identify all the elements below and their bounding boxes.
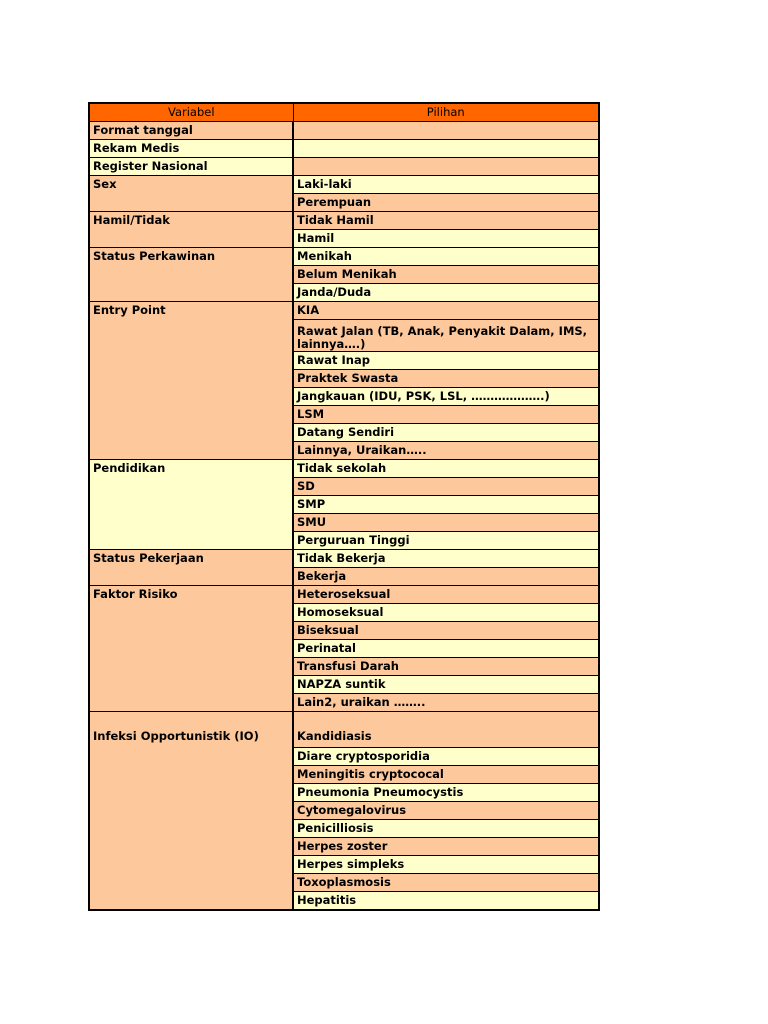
header-variabel: Variabel: [89, 103, 293, 122]
variable-cell: Entry Point: [89, 302, 293, 460]
option-cell: Perempuan: [293, 194, 599, 212]
variable-cell: Hamil/Tidak: [89, 212, 293, 248]
option-cell: KIA: [293, 302, 599, 320]
option-cell: SMU: [293, 514, 599, 532]
variable-cell: Register Nasional: [89, 158, 293, 176]
option-cell: Bekerja: [293, 568, 599, 586]
option-cell: Hepatitis: [293, 892, 599, 910]
option-cell: Biseksual: [293, 622, 599, 640]
option-cell: Laki-laki: [293, 176, 599, 194]
table-row: [89, 212, 599, 230]
table-row: [89, 176, 599, 194]
table-row: [89, 586, 599, 604]
option-cell: Datang Sendiri: [293, 424, 599, 442]
option-cell: Homoseksual: [293, 604, 599, 622]
table-row: [89, 158, 599, 176]
option-cell: Perguruan Tinggi: [293, 532, 599, 550]
variable-cell: Status Pekerjaan: [89, 550, 293, 586]
option-cell: Belum Menikah: [293, 266, 599, 284]
variable-cell: Faktor Risiko: [89, 586, 293, 712]
table-row: [89, 122, 599, 140]
option-cell: Lain2, uraikan ……..: [293, 694, 599, 712]
option-cell: [293, 140, 599, 158]
option-cell: Lainnya, Uraikan…..: [293, 442, 599, 460]
table-row: [89, 302, 599, 320]
option-cell: Transfusi Darah: [293, 658, 599, 676]
table-row: [89, 140, 599, 158]
variable-cell: Pendidikan: [89, 460, 293, 550]
variable-options-table: [88, 102, 600, 911]
option-cell: Meningitis cryptococal: [293, 766, 599, 784]
option-cell: Penicilliosis: [293, 820, 599, 838]
table-row: [89, 248, 599, 266]
option-cell: Jangkauan (IDU, PSK, LSL, ……………….): [293, 388, 599, 406]
option-cell: Tidak Hamil: [293, 212, 599, 230]
option-cell: LSM: [293, 406, 599, 424]
option-cell: Tidak Bekerja: [293, 550, 599, 568]
variable-cell: Format tanggal: [89, 122, 293, 140]
option-cell: Herpes simpleks: [293, 856, 599, 874]
option-cell: Kandidiasis: [293, 712, 599, 748]
variable-cell: Rekam Medis: [89, 140, 293, 158]
option-cell: NAPZA suntik: [293, 676, 599, 694]
variable-cell: Infeksi Opportunistik (IO): [89, 712, 293, 910]
option-cell: Menikah: [293, 248, 599, 266]
option-cell: SMP: [293, 496, 599, 514]
table-row: [89, 550, 599, 568]
option-cell: Perinatal: [293, 640, 599, 658]
table-header-row: [89, 103, 599, 122]
option-cell: Pneumonia Pneumocystis: [293, 784, 599, 802]
option-cell: Rawat Inap: [293, 352, 599, 370]
variable-cell: Sex: [89, 176, 293, 212]
table-row: [89, 460, 599, 478]
option-cell: SD: [293, 478, 599, 496]
option-cell: [293, 122, 599, 140]
option-cell: Cytomegalovirus: [293, 802, 599, 820]
option-cell: Janda/Duda: [293, 284, 599, 302]
option-cell: Hamil: [293, 230, 599, 248]
option-cell: Herpes zoster: [293, 838, 599, 856]
table-body: [89, 122, 599, 910]
table-row: [89, 712, 599, 748]
option-cell: [293, 158, 599, 176]
option-cell: Praktek Swasta: [293, 370, 599, 388]
option-cell: Diare cryptosporidia: [293, 748, 599, 766]
header-pilihan: Pilihan: [293, 103, 599, 122]
option-cell: Tidak sekolah: [293, 460, 599, 478]
variable-cell: Status Perkawinan: [89, 248, 293, 302]
option-cell: Toxoplasmosis: [293, 874, 599, 892]
option-cell: Rawat Jalan (TB, Anak, Penyakit Dalam, IMS, lainnya….): [293, 320, 599, 352]
option-cell: Heteroseksual: [293, 586, 599, 604]
